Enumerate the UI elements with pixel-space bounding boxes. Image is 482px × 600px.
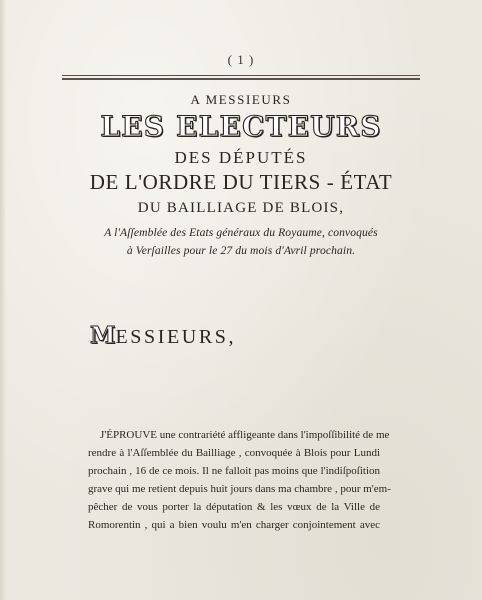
- header-rule-thin: [62, 75, 420, 76]
- body-line: rendre à l'Aſſemblée du Bailliage , convoquée à Blois pour Lundi: [88, 447, 380, 459]
- salutation-initial: M: [90, 322, 116, 349]
- letter-body: [88, 426, 391, 534]
- salutation-rest: ESSIEURS,: [115, 326, 237, 348]
- salutation: [90, 322, 236, 349]
- title-electeurs: LES ELECTEURS: [100, 110, 382, 143]
- body-line: J'ÉPROUVE une contrariété affligeante dans l'impoſſibilité de me: [100, 429, 390, 441]
- title-ordre: DE L'ORDRE DU TIERS - ÉTAT: [89, 170, 393, 194]
- address-line: A MESSIEURS: [190, 92, 292, 107]
- title-deputes: DES DÉPUTÉS: [174, 148, 308, 167]
- body-line: pêcher de vous porter la députation & les vœux de la Ville de: [88, 501, 380, 513]
- subtitle-line-1: A l'Aſſemblée des Etats généraux du Royaume, convoqués: [104, 226, 378, 239]
- body-line: prochain , 16 de ce mois. Il ne falloit pas moins que l'indiſpoſition: [88, 465, 380, 477]
- subtitle-line-2: à Verſailles pour le 27 du mois d'Avril prochain.: [126, 244, 356, 257]
- header-rule-thick: [62, 78, 420, 80]
- body-line: Romorentin , qui a bien voulu m'en charger conjointement avec: [88, 519, 380, 531]
- page-edge-shadow: [0, 0, 6, 600]
- body-line: grave qui me retient depuis huit jours dans ma chambre , pour m'em-: [88, 483, 391, 495]
- title-bailliage: DU BAILLIAGE DE BLOIS,: [137, 200, 345, 216]
- page-number: ( 1 ): [227, 52, 255, 67]
